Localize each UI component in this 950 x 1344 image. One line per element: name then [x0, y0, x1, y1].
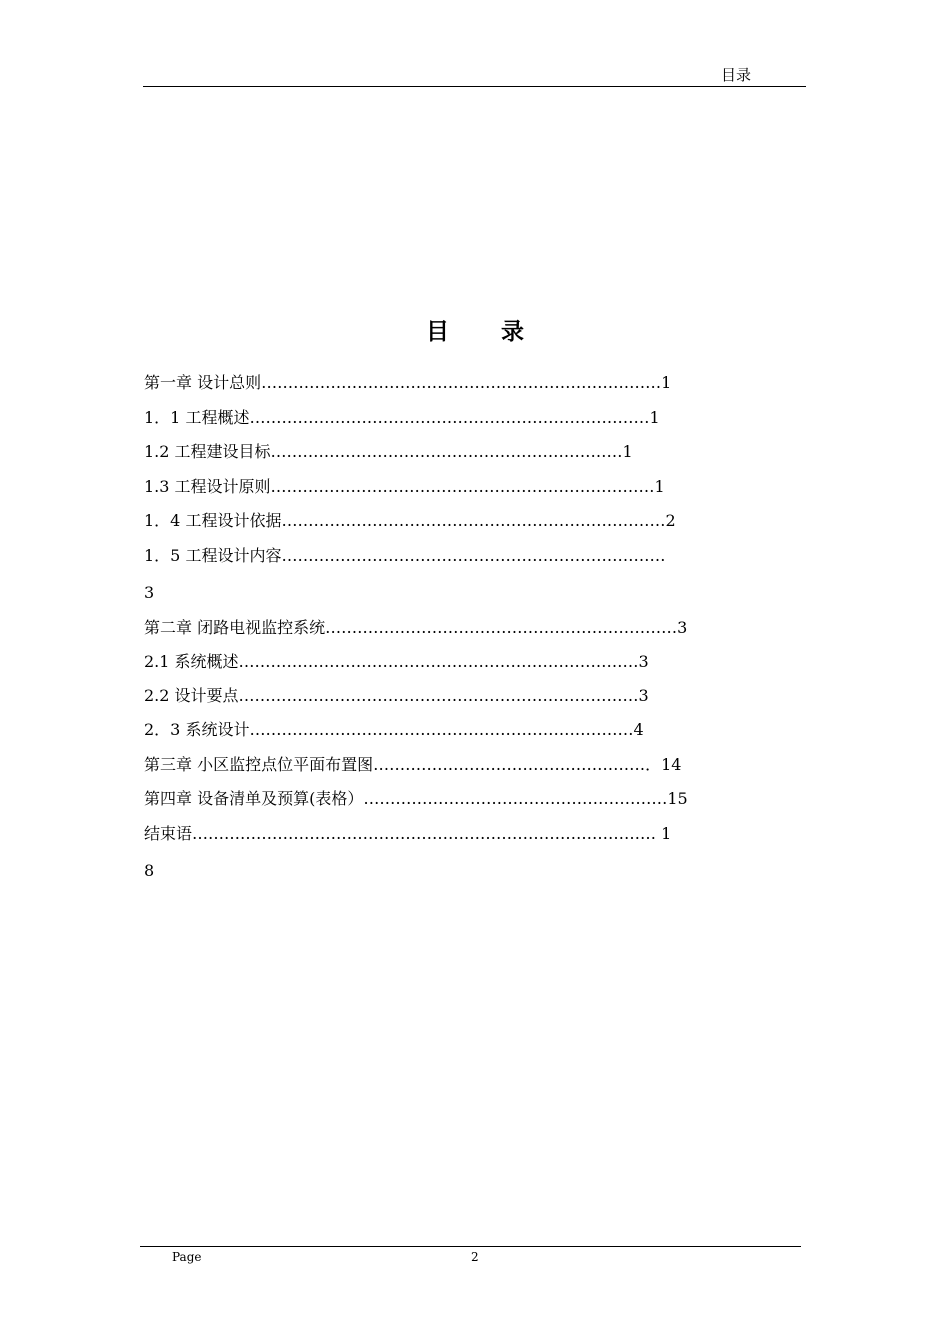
toc-entry-chapter-3[interactable]: 第三章 小区监控点位平面布置图……………………………………………．14	[144, 755, 682, 774]
toc-entry-2-3[interactable]: 2．3 系统设计………………………………………………………………4	[144, 720, 644, 739]
toc-entry-2-2[interactable]: 2.2 设计要点…………………………………………………………………3	[144, 686, 649, 705]
toc-entry-1-1[interactable]: 1．1 工程概述…………………………………………………………………1	[144, 408, 660, 427]
toc-entry-1-5[interactable]: 1．5 工程设计内容………………………………………………………………	[144, 546, 666, 565]
header-title: 目录	[721, 66, 752, 84]
toc-entry-1-2[interactable]: 1.2 工程建设目标…………………………………………………………1	[144, 442, 633, 461]
toc-entry-chapter-4[interactable]: 第四章 设备清单及预算(表格）…………………………………………………15	[144, 789, 688, 808]
footer-page-number: 2	[471, 1250, 479, 1264]
footer-page-label: Page	[172, 1250, 202, 1264]
toc-entry-1-5-page[interactable]: 3	[144, 583, 155, 602]
toc-entry-2-1[interactable]: 2.1 系统概述…………………………………………………………………3	[144, 652, 649, 671]
toc-title: 目 录	[425, 318, 546, 345]
footer-rule	[140, 1246, 801, 1247]
header-rule	[143, 86, 806, 87]
toc-entry-closing[interactable]: 结束语…………………………………………………………………………… 1	[144, 824, 672, 843]
toc-entry-1-3[interactable]: 1.3 工程设计原则………………………………………………………………1	[144, 477, 665, 496]
toc-entry-chapter-2[interactable]: 第二章 闭路电视监控系统…………………………………………………………3	[144, 618, 688, 637]
toc-entry-1-4[interactable]: 1．4 工程设计依据………………………………………………………………2	[144, 511, 676, 530]
toc-entry-chapter-1[interactable]: 第一章 设计总则…………………………………………………………………1	[144, 373, 672, 392]
toc-entry-closing-page[interactable]: 8	[144, 861, 155, 880]
